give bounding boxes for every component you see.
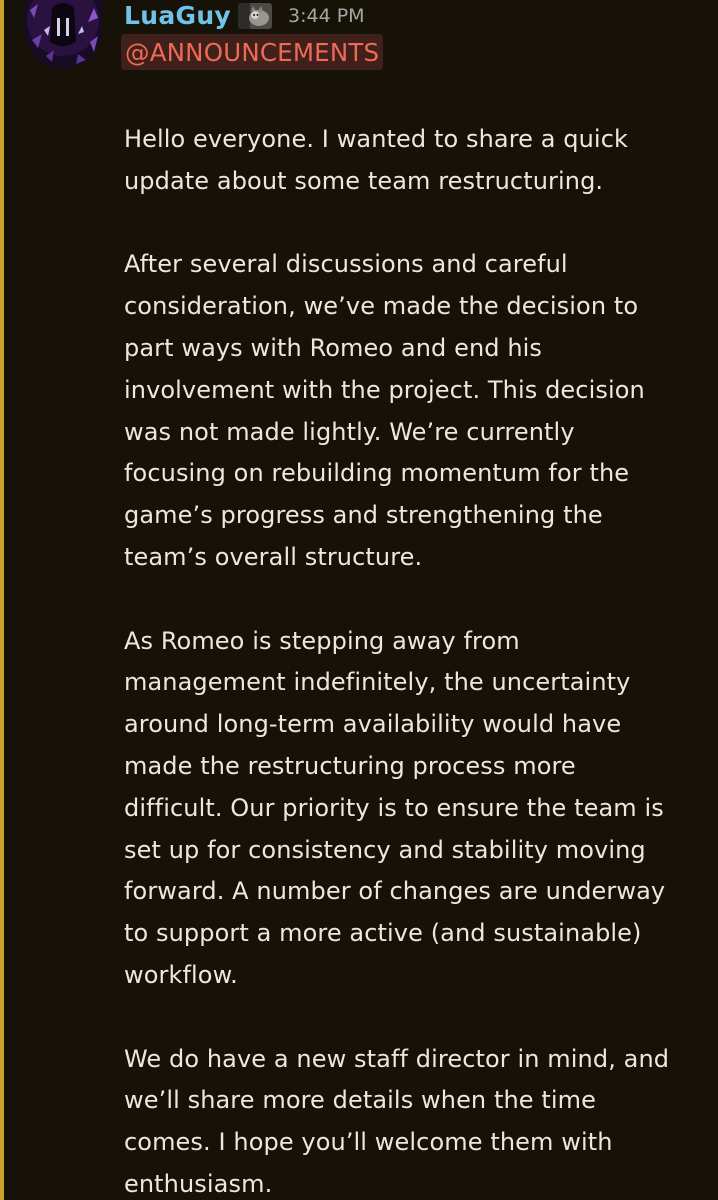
user-avatar[interactable] <box>24 0 102 68</box>
message-paragraph <box>124 621 714 997</box>
message-paragraph <box>124 1039 714 1200</box>
message-timestamp[interactable]: 3:44 PM <box>288 5 365 27</box>
message-line: enthusiasm. <box>124 1169 273 1198</box>
cat-role-badge-icon[interactable] <box>238 3 272 29</box>
message-line: game’s progress and strengthening the <box>124 501 603 530</box>
message-line: forward. A number of changes are underway <box>124 877 666 906</box>
message-line: management indefinitely, the uncertainty <box>124 668 631 697</box>
avatar-character-icon <box>24 0 102 68</box>
message-line: difficult. Our priority is to ensure the team is <box>124 793 664 822</box>
message-line: around long-term availability would have <box>124 710 622 739</box>
message-header <box>124 0 365 32</box>
message-line: to support a more active (and sustainable) <box>124 919 642 948</box>
author-name[interactable]: LuaGuy <box>124 1 232 30</box>
message-paragraph <box>124 119 714 203</box>
message-line: As Romeo is stepping away from <box>124 626 520 655</box>
message-line: focusing on rebuilding momentum for the <box>124 459 630 488</box>
message-line: update about some team restructuring. <box>124 166 604 195</box>
message-line: After several discussions and careful <box>124 250 568 279</box>
message-line: workflow. <box>124 960 238 989</box>
role-mention[interactable]: @ANNOUNCEMENTS <box>121 34 383 70</box>
message-line: We do have a new staff director in mind, and <box>124 1044 670 1073</box>
message-line: was not made lightly. We’re currently <box>124 417 575 446</box>
message-line: consideration, we’ve made the decision to <box>124 292 639 321</box>
message-line: Hello everyone. I wanted to share a quick <box>124 125 628 153</box>
message-line: made the restructuring process more <box>124 751 576 780</box>
message-line: part ways with Romeo and end his <box>124 333 543 362</box>
message-line: we’ll share more details when the time <box>124 1086 597 1115</box>
message-line: comes. I hope you’ll welcome them with <box>124 1128 613 1157</box>
message-line: set up for consistency and stability moving <box>124 835 646 864</box>
message-paragraph <box>124 244 714 578</box>
message-line: involvement with the project. This decision <box>124 375 645 404</box>
message-content <box>124 119 714 1200</box>
message-line: team’s overall structure. <box>124 542 423 571</box>
